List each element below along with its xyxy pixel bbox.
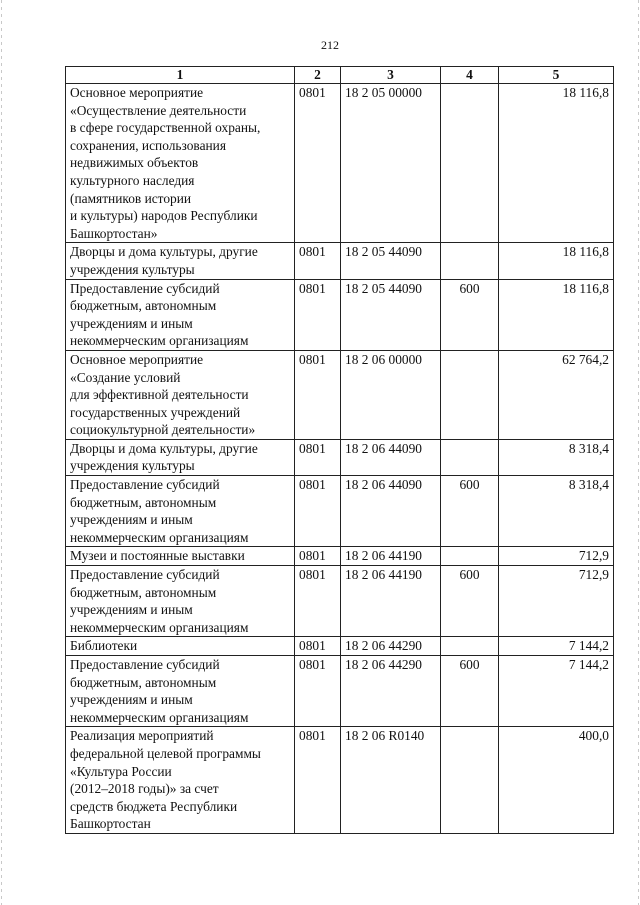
table-row	[66, 243, 614, 279]
scan-edge-left	[1, 0, 2, 905]
header-row	[66, 67, 614, 84]
cell-section: 0801	[295, 243, 341, 279]
cell-name: Реализация мероприятий федеральной целевой программы «Культура России (2012–2018 годы)» за счет средств бюджета Республики Башкортостан	[66, 727, 295, 834]
cell-amount: 7 144,2	[499, 637, 614, 656]
table-row	[66, 476, 614, 547]
header-col-name: 1	[66, 67, 295, 84]
table-row	[66, 439, 614, 475]
cell-name: Дворцы и дома культуры, другие учреждения культуры	[66, 439, 295, 475]
cell-target: 18 2 06 R0140	[341, 727, 441, 834]
cell-section: 0801	[295, 637, 341, 656]
cell-target: 18 2 05 44090	[341, 279, 441, 350]
cell-name: Библиотеки	[66, 637, 295, 656]
budget-table	[65, 66, 614, 834]
cell-amount: 712,9	[499, 547, 614, 566]
table-row	[66, 547, 614, 566]
cell-target: 18 2 06 44090	[341, 476, 441, 547]
cell-target: 18 2 06 44090	[341, 439, 441, 475]
cell-amount: 8 318,4	[499, 476, 614, 547]
table-row	[66, 279, 614, 350]
table-row	[66, 637, 614, 656]
table-row	[66, 566, 614, 637]
cell-amount: 400,0	[499, 727, 614, 834]
cell-amount: 7 144,2	[499, 656, 614, 727]
cell-amount: 8 318,4	[499, 439, 614, 475]
cell-type: 600	[441, 279, 499, 350]
header-col-type: 4	[441, 67, 499, 84]
cell-section: 0801	[295, 656, 341, 727]
cell-name: Предоставление субсидий бюджетным, автономным учреждениям и иным некоммерческим организациям	[66, 656, 295, 727]
table-row	[66, 350, 614, 439]
cell-type	[441, 243, 499, 279]
cell-section: 0801	[295, 439, 341, 475]
cell-target: 18 2 06 44190	[341, 566, 441, 637]
cell-section: 0801	[295, 566, 341, 637]
table-row	[66, 84, 614, 243]
table-row	[66, 727, 614, 834]
page-number: 212	[321, 38, 339, 52]
cell-target: 18 2 05 44090	[341, 243, 441, 279]
table-body	[66, 84, 614, 834]
cell-type: 600	[441, 476, 499, 547]
cell-type	[441, 727, 499, 834]
cell-type	[441, 547, 499, 566]
header-col-target: 3	[341, 67, 441, 84]
cell-section: 0801	[295, 727, 341, 834]
cell-amount: 62 764,2	[499, 350, 614, 439]
cell-target: 18 2 05 00000	[341, 84, 441, 243]
cell-name: Предоставление субсидий бюджетным, автономным учреждениям и иным некоммерческим организациям	[66, 476, 295, 547]
cell-section: 0801	[295, 350, 341, 439]
cell-name: Предоставление субсидий бюджетным, автономным учреждениям и иным некоммерческим организациям	[66, 279, 295, 350]
cell-type: 600	[441, 656, 499, 727]
cell-type: 600	[441, 566, 499, 637]
scan-edge-right	[638, 0, 639, 905]
cell-amount: 18 116,8	[499, 243, 614, 279]
cell-name: Основное мероприятие «Создание условий для эффективной деятельности государственных учреждений социокультурной деятельности»	[66, 350, 295, 439]
cell-type	[441, 637, 499, 656]
cell-name: Музеи и постоянные выставки	[66, 547, 295, 566]
cell-name: Предоставление субсидий бюджетным, автономным учреждениям и иным некоммерческим организациям	[66, 566, 295, 637]
cell-name: Дворцы и дома культуры, другие учреждения культуры	[66, 243, 295, 279]
cell-section: 0801	[295, 84, 341, 243]
cell-section: 0801	[295, 547, 341, 566]
table-row	[66, 656, 614, 727]
cell-target: 18 2 06 44290	[341, 656, 441, 727]
cell-type	[441, 439, 499, 475]
cell-type	[441, 84, 499, 243]
cell-type	[441, 350, 499, 439]
cell-target: 18 2 06 44190	[341, 547, 441, 566]
cell-target: 18 2 06 44290	[341, 637, 441, 656]
header-col-amount: 5	[499, 67, 614, 84]
cell-amount: 18 116,8	[499, 279, 614, 350]
cell-amount: 18 116,8	[499, 84, 614, 243]
cell-target: 18 2 06 00000	[341, 350, 441, 439]
cell-section: 0801	[295, 476, 341, 547]
cell-name: Основное мероприятие «Осуществление деятельности в сфере государственной охраны, сохранения, использования недвижимых объектов культурного наследия (памятников истории и культуры) народов Республики Башкортостан»	[66, 84, 295, 243]
cell-amount: 712,9	[499, 566, 614, 637]
header-col-section: 2	[295, 67, 341, 84]
cell-section: 0801	[295, 279, 341, 350]
